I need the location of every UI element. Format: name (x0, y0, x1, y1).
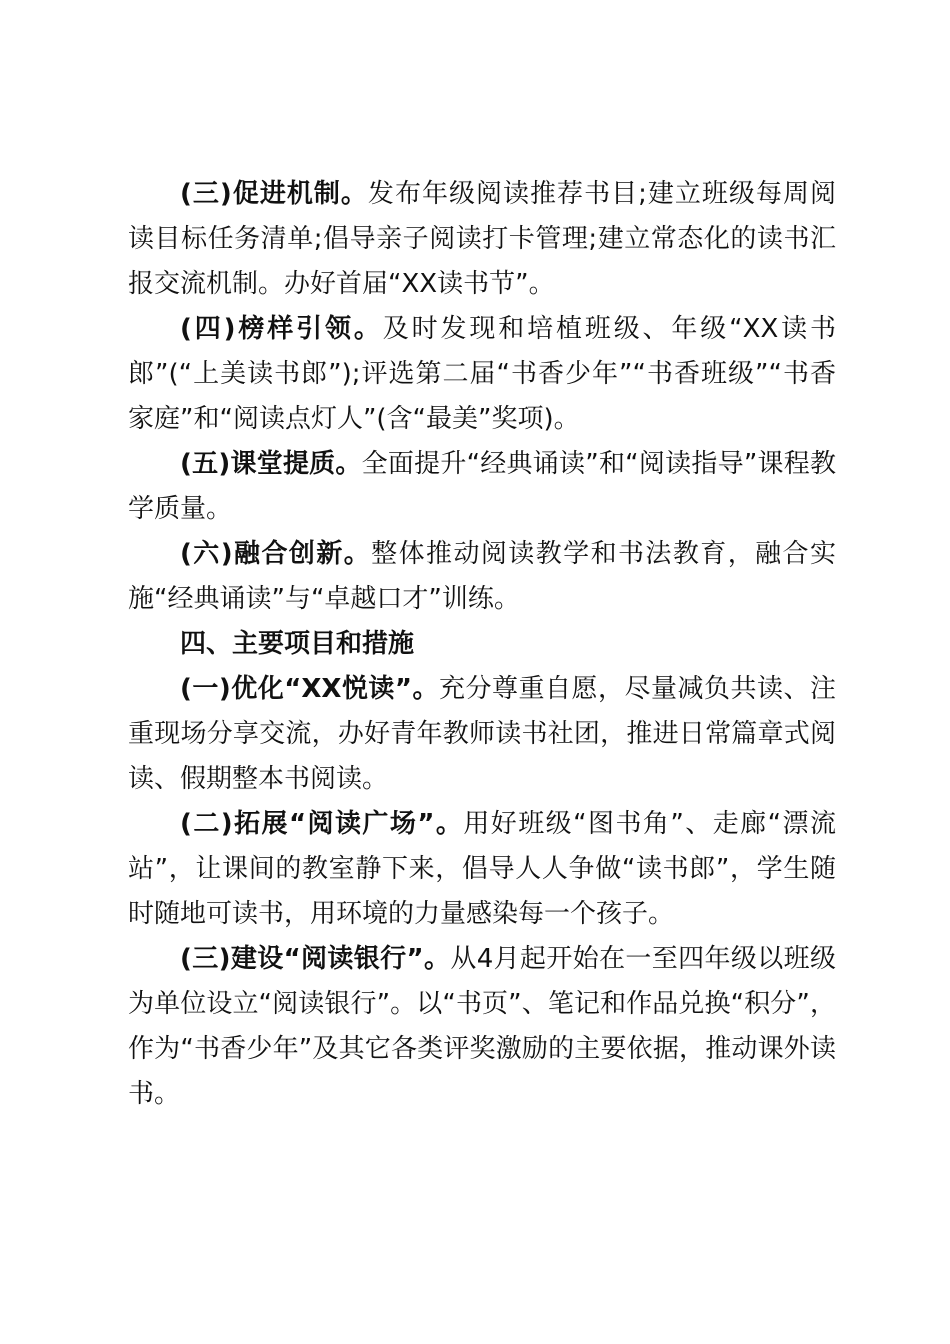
paragraph-classroom-quality (128, 442, 836, 532)
section-heading: 四、主要项目和措施 (180, 629, 415, 659)
paragraph-heading: (二)拓展“阅读广场”。 (180, 809, 464, 839)
paragraph-promotion-mechanism (128, 172, 836, 307)
paragraph-reading-bank (128, 937, 836, 1117)
paragraph-text: 用好班级“图书角”、走廊“漂流站”，让课间的教室静下来，倡导人人争做“读书郎”，学生随时随地可读书，用环境的力量感染每一个孩子。 (128, 809, 836, 929)
paragraph-heading: (五)课堂提质。 (180, 449, 362, 479)
paragraph-text: 发布年级阅读推荐书目;建立班级每周阅读目标任务清单;倡导亲子阅读打卡管理;建立常态化的读书汇报交流机制。办好首届“XX读书节”。 (128, 179, 836, 299)
paragraph-text: 充分尊重自愿，尽量减负共读、注重现场分享交流，办好青年教师读书社团，推进日常篇章式阅读、假期整本书阅读。 (128, 674, 836, 794)
paragraph-text: 从4月起开始在一至四年级以班级为单位设立“阅读银行”。以“书页”、笔记和作品兑换“积分”，作为“书香少年”及其它各类评奖激励的主要依据，推动课外读书。 (128, 944, 836, 1109)
paragraph-reading-plaza (128, 802, 836, 937)
paragraph-role-model (128, 307, 836, 442)
section-heading-main-projects (128, 622, 836, 667)
paragraph-integration-innovation (128, 532, 836, 622)
paragraph-optimize-reading (128, 667, 836, 802)
document-body (128, 172, 836, 1117)
paragraph-text: 全面提升“经典诵读”和“阅读指导”课程教学质量。 (128, 449, 836, 524)
paragraph-heading: (四)榜样引领。 (180, 314, 383, 344)
paragraph-text: 及时发现和培植班级、年级“XX读书郎”(“上美读书郎”);评选第二届“书香少年”“书香班级”“书香家庭”和“阅读点灯人”(含“最美”奖项)。 (128, 314, 836, 434)
paragraph-heading: (三)建设“阅读银行”。 (180, 944, 451, 974)
paragraph-heading: (六)融合创新。 (180, 539, 372, 569)
paragraph-heading: (三)促进机制。 (180, 179, 368, 209)
paragraph-heading: (一)优化“XX悦读”。 (180, 674, 440, 704)
paragraph-text: 整体推动阅读教学和书法教育，融合实施“经典诵读”与“卓越口才”训练。 (128, 539, 836, 614)
